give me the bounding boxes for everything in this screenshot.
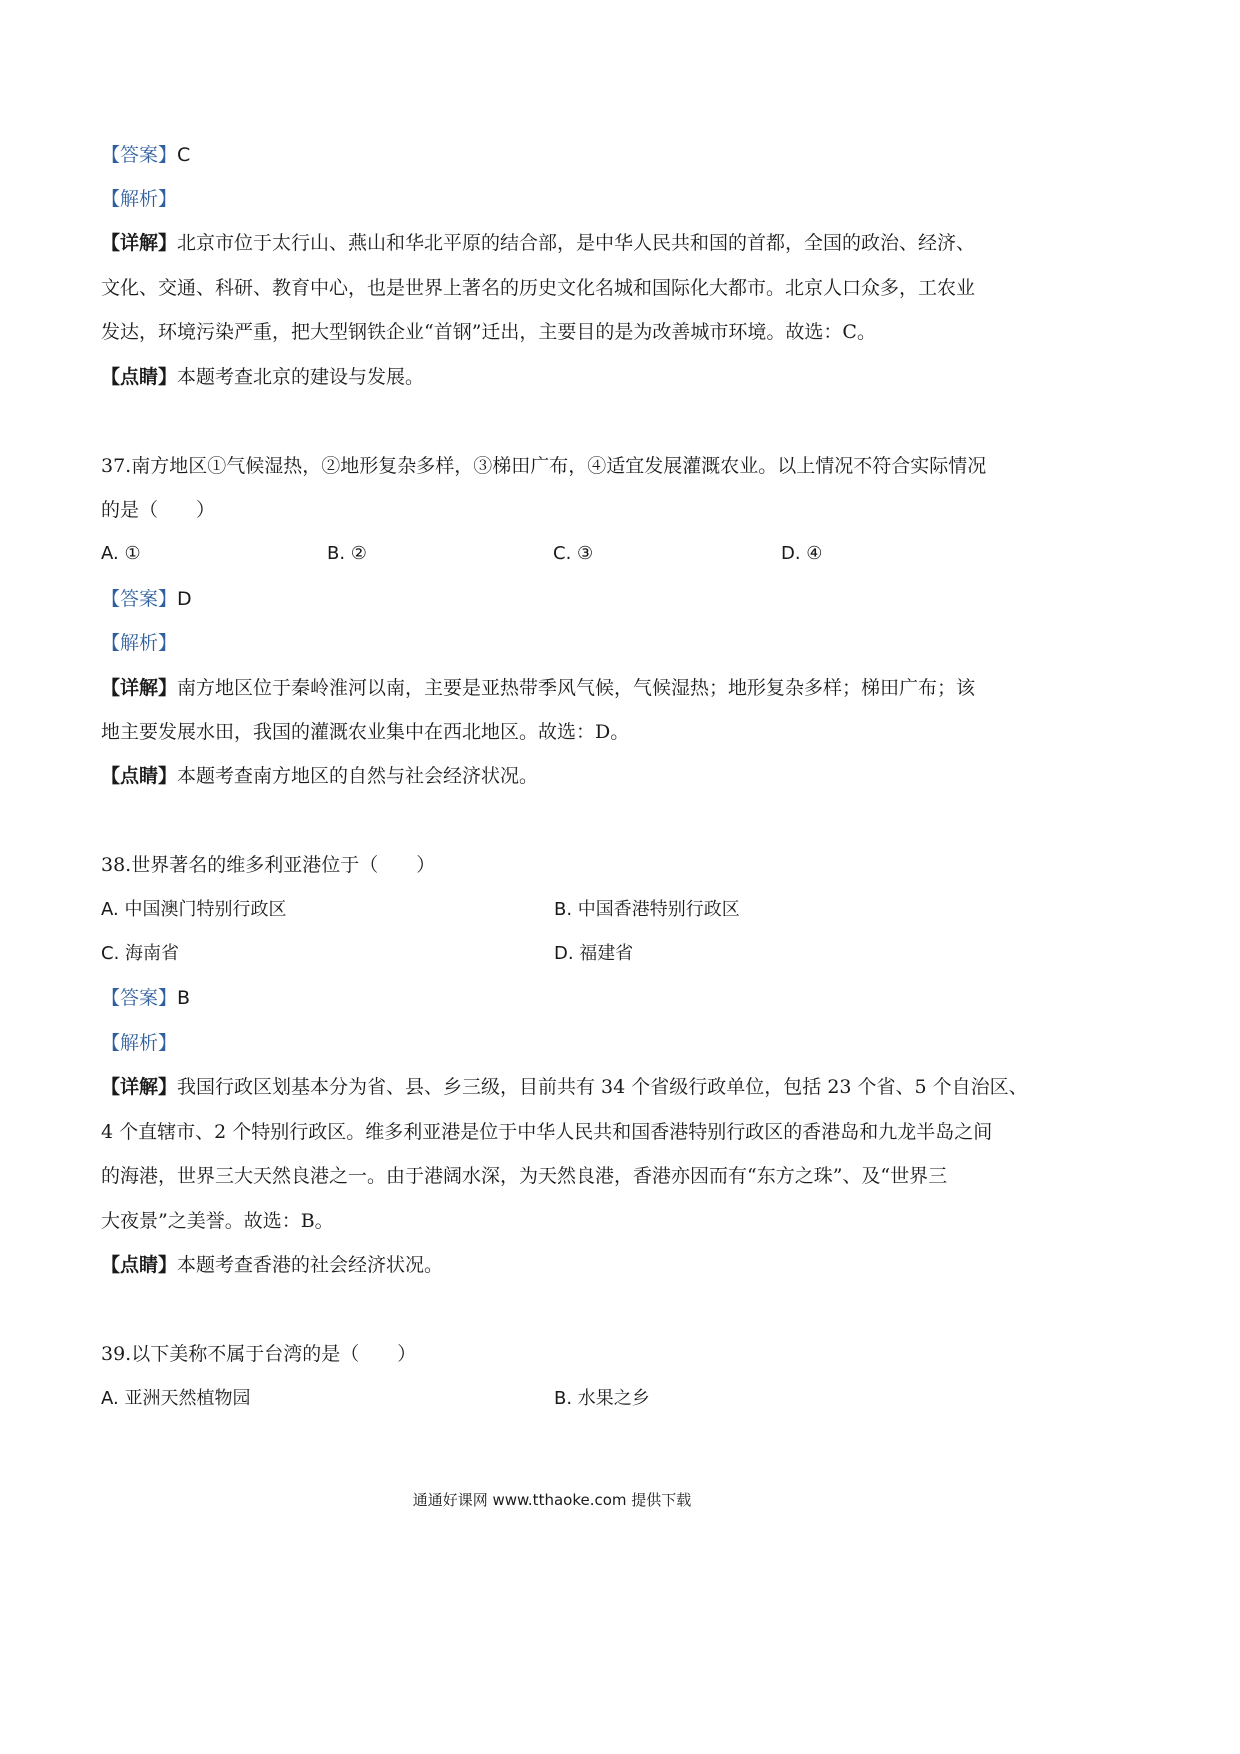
detail-text: 我国行政区划基本分为省、县、乡三级，目前共有 34 个省级行政单位，包括 23 个省、5 个自治区、 [177, 1076, 1028, 1098]
comment-tag: 【点睛】 [101, 1254, 178, 1276]
question-37-stem-line-2: 的是（ ） [101, 499, 216, 521]
detail-tag: 【详解】 [101, 1076, 178, 1098]
option-b: B. ② [327, 543, 367, 564]
analysis-tag-36: 【解析】 [101, 188, 178, 210]
question-37-options [101, 540, 1011, 568]
detail-line-36-1 [101, 229, 1011, 257]
detail-line-36-3: 发达，环境污染严重，把大型钢铁企业“首钢”迁出，主要目的是为改善城市环境。故选：C。 [101, 321, 876, 343]
option-a: A. 亚洲天然植物园 [101, 1388, 251, 1409]
detail-line-37-1 [101, 674, 1011, 702]
question-37-stem-line-1: 37.南方地区①气候湿热，②地形复杂多样，③梯田广布，④适宜发展灌溉农业。以上情况不符合实际情况 [101, 455, 987, 477]
option-a: A. ① [101, 543, 141, 564]
option-a: A. 中国澳门特别行政区 [101, 899, 287, 920]
detail-tag: 【详解】 [101, 232, 178, 254]
option-c: C. ③ [553, 543, 594, 564]
answer-tag: 【答案】 [101, 144, 178, 166]
question-38-options-row-1 [101, 896, 1011, 924]
answer-line-36 [101, 141, 1011, 169]
detail-text: 北京市位于太行山、燕山和华北平原的结合部，是中华人民共和国的首都，全国的政治、经济、 [177, 232, 976, 254]
answer-line-37 [101, 585, 1011, 613]
comment-tag: 【点睛】 [101, 765, 178, 787]
question-38-stem: 38.世界著名的维多利亚港位于（ ） [101, 854, 436, 876]
question-39-stem: 39.以下美称不属于台湾的是（ ） [101, 1343, 417, 1365]
answer-value: C [177, 144, 191, 166]
answer-tag: 【答案】 [101, 987, 178, 1009]
comment-text: 本题考查香港的社会经济状况。 [177, 1254, 444, 1276]
answer-value: B [177, 987, 191, 1009]
question-38-options-row-2 [101, 940, 1011, 968]
comment-line-38 [101, 1251, 1011, 1279]
comment-text: 本题考查南方地区的自然与社会经济状况。 [177, 765, 539, 787]
option-d: D. 福建省 [554, 943, 634, 964]
analysis-tag-37: 【解析】 [101, 632, 178, 654]
option-b: B. 水果之乡 [554, 1388, 650, 1409]
detail-line-38-2: 4 个直辖市、2 个特别行政区。维多利亚港是位于中华人民共和国香港特别行政区的香港岛和九龙半岛之间 [101, 1121, 993, 1143]
comment-line-36 [101, 363, 1011, 391]
comment-tag: 【点睛】 [101, 366, 178, 388]
answer-value: D [177, 588, 192, 610]
detail-tag: 【详解】 [101, 677, 178, 699]
detail-line-38-3: 的海港，世界三大天然良港之一。由于港阔水深，为天然良港，香港亦因而有“东方之珠”、及“世界三 [101, 1165, 948, 1187]
question-39-options-row-1 [101, 1385, 1011, 1413]
answer-line-38 [101, 984, 1011, 1012]
answer-tag: 【答案】 [101, 588, 178, 610]
option-d: D. ④ [781, 543, 823, 564]
page-footer: 通通好课网 www.tthaoke.com 提供下载 [412, 1491, 692, 1509]
option-c: C. 海南省 [101, 943, 180, 964]
option-b: B. 中国香港特别行政区 [554, 899, 740, 920]
detail-text: 南方地区位于秦岭淮河以南，主要是亚热带季风气候，气候湿热；地形复杂多样；梯田广布；该 [177, 677, 976, 699]
detail-line-37-2: 地主要发展水田，我国的灌溉农业集中在西北地区。故选：D。 [101, 721, 630, 743]
comment-line-37 [101, 762, 1011, 790]
detail-line-36-2: 文化、交通、科研、教育中心，也是世界上著名的历史文化名城和国际化大都市。北京人口众多，工农业 [101, 277, 976, 299]
detail-line-38-1 [101, 1073, 1028, 1101]
detail-line-38-4: 大夜景”之美誉。故选：B。 [101, 1210, 334, 1232]
comment-text: 本题考查北京的建设与发展。 [177, 366, 425, 388]
analysis-tag-38: 【解析】 [101, 1032, 178, 1054]
